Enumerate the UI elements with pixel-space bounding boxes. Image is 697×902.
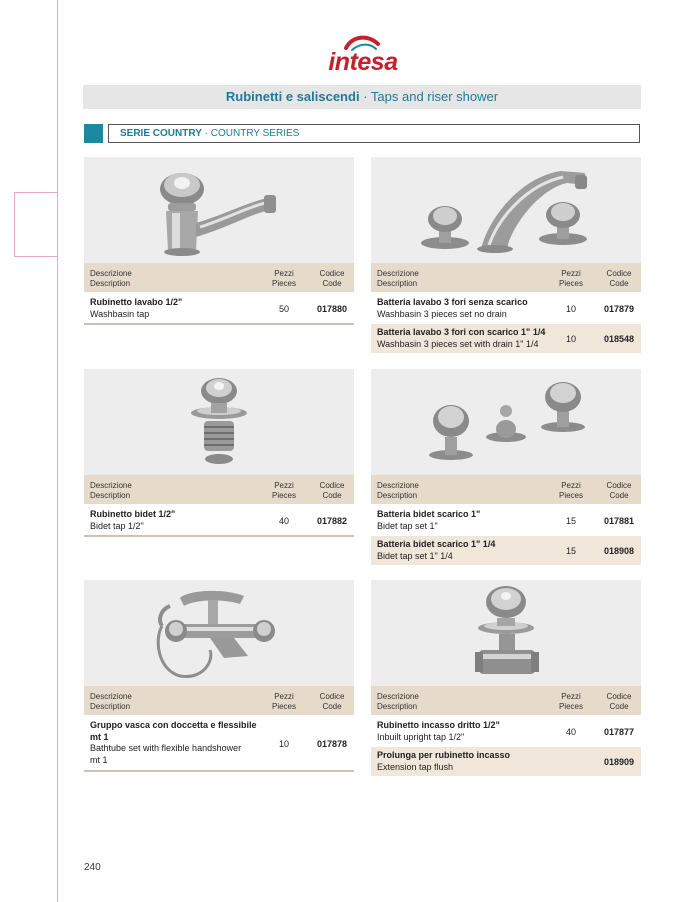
- header-pieces-it: Pezzi: [274, 692, 294, 701]
- product-pieces: 50: [278, 304, 289, 314]
- washbasin-tap-image: [84, 157, 354, 263]
- inbuilt-tap-image: [371, 580, 641, 686]
- table-header: [371, 475, 641, 504]
- product-name-it-cont: mt 1: [90, 731, 109, 742]
- table-row: [371, 507, 641, 535]
- header-code-it: Codice: [606, 269, 632, 278]
- product-name-en: Bidet tap set 1" 1/4: [377, 550, 453, 561]
- product-name-en: Washbasin 3 pieces set no drain: [377, 308, 507, 319]
- title-separator: ·: [363, 89, 368, 104]
- header-code-it: Codice: [319, 481, 345, 490]
- header-desc-en: Description: [377, 279, 418, 288]
- logo-text: intesa: [328, 48, 398, 76]
- row-divider: [84, 770, 354, 772]
- bidet-tap-set-image: [371, 369, 641, 475]
- header-code-en: Code: [609, 702, 629, 711]
- header-code-it: Codice: [319, 269, 345, 278]
- intesa-logo: [318, 34, 408, 82]
- product-name-en: Washbasin tap: [90, 308, 150, 319]
- product-name-it: Gruppo vasca con doccetta e flessibile: [90, 720, 257, 730]
- header-pieces-en: Pieces: [271, 279, 296, 288]
- header-code-it: Codice: [319, 692, 345, 701]
- header-code-en: Code: [609, 491, 629, 500]
- header-desc-en: Description: [90, 491, 131, 500]
- table-header: [84, 686, 354, 715]
- product-name-it: Batteria lavabo 3 fori con scarico 1" 1/4: [377, 327, 546, 337]
- header-pieces-en: Pieces: [558, 491, 583, 500]
- header-pieces-it: Pezzi: [561, 692, 581, 701]
- product-name-it: Batteria bidet scarico 1" 1/4: [377, 539, 496, 549]
- header-desc-en: Description: [377, 702, 418, 711]
- header-desc-it: Descrizione: [90, 481, 132, 490]
- page-title: [83, 85, 641, 109]
- product-pieces: 10: [565, 334, 576, 344]
- row-divider: [84, 535, 354, 537]
- header-pieces-it: Pezzi: [274, 269, 294, 278]
- table-row: [84, 507, 354, 535]
- product-name-it: Batteria lavabo 3 fori senza scarico: [377, 297, 528, 307]
- table-row: [371, 324, 641, 353]
- product-code: 017879: [603, 304, 635, 314]
- table-header: [84, 475, 354, 504]
- product-name-it: Rubinetto incasso dritto 1/2": [377, 720, 500, 730]
- header-pieces-en: Pieces: [558, 279, 583, 288]
- title-english: Taps and riser shower: [370, 89, 499, 104]
- product-name-it: Batteria bidet scarico 1": [377, 509, 481, 519]
- product-pieces: 15: [565, 546, 576, 556]
- product-code: 017881: [603, 516, 635, 526]
- product-name-en-cont: mt 1: [90, 754, 108, 765]
- header-pieces-it: Pezzi: [274, 481, 294, 490]
- product-name-it: Prolunga per rubinetto incasso: [377, 750, 511, 760]
- header-desc-it: Descrizione: [90, 692, 132, 701]
- product-name-it: Rubinetto lavabo 1/2": [90, 297, 183, 307]
- header-code-en: Code: [322, 279, 342, 288]
- header-desc-en: Description: [377, 491, 418, 500]
- header-code-en: Code: [609, 279, 629, 288]
- series-name-italian: SERIE COUNTRY: [120, 128, 202, 139]
- header-desc-en: Description: [90, 702, 131, 711]
- header-pieces-en: Pieces: [271, 702, 296, 711]
- header-pieces-en: Pieces: [271, 491, 296, 500]
- table-header: [371, 263, 641, 292]
- product-code: 018909: [603, 757, 635, 767]
- header-desc-it: Descrizione: [377, 269, 419, 278]
- product-pieces: 40: [278, 516, 289, 526]
- product-pieces: 40: [565, 727, 576, 737]
- table-row: [371, 295, 641, 323]
- bathtub-set-image: [84, 580, 354, 686]
- header-code-it: Codice: [606, 692, 632, 701]
- table-row: [84, 718, 354, 770]
- series-name-english: COUNTRY SERIES: [210, 128, 300, 139]
- header-code-it: Codice: [606, 481, 632, 490]
- header-pieces-en: Pieces: [558, 702, 583, 711]
- header-desc-it: Descrizione: [377, 481, 419, 490]
- series-heading: [108, 124, 640, 143]
- header-desc-it: Descrizione: [90, 269, 132, 278]
- product-code: 018548: [603, 334, 635, 344]
- title-italian: Rubinetti e saliscendi: [225, 89, 360, 104]
- table-header: [84, 263, 354, 292]
- header-code-en: Code: [322, 702, 342, 711]
- header-code-en: Code: [322, 491, 342, 500]
- product-name-en: Washbasin 3 pieces set with drain 1" 1/4: [377, 338, 539, 349]
- header-desc-it: Descrizione: [377, 692, 419, 701]
- margin-tab: [14, 192, 57, 257]
- header-pieces-it: Pezzi: [561, 481, 581, 490]
- product-name-en: Bidet tap set 1": [377, 520, 438, 531]
- product-pieces: 10: [278, 739, 289, 749]
- product-code: 018908: [603, 546, 635, 556]
- series-marker: [84, 124, 103, 143]
- series-separator: ·: [204, 128, 208, 139]
- row-divider: [84, 323, 354, 325]
- page-number: 240: [84, 862, 101, 873]
- header-desc-en: Description: [90, 279, 131, 288]
- product-code: 017878: [316, 739, 348, 749]
- table-row: [371, 747, 641, 776]
- product-pieces: 10: [565, 304, 576, 314]
- header-pieces-it: Pezzi: [561, 269, 581, 278]
- table-header: [371, 686, 641, 715]
- product-name-en: Inbuilt upright tap 1/2": [377, 731, 465, 742]
- table-row: [371, 718, 641, 746]
- product-name-en: Extension tap flush: [377, 761, 454, 772]
- table-row: [84, 295, 354, 323]
- table-row: [371, 536, 641, 565]
- washbasin-3-pieces-image: [371, 157, 641, 263]
- product-code: 017880: [316, 304, 348, 314]
- product-name-it: Rubinetto bidet 1/2": [90, 509, 176, 519]
- product-pieces: 15: [565, 516, 576, 526]
- product-code: 017882: [316, 516, 348, 526]
- bidet-tap-image: [84, 369, 354, 475]
- product-code: 017877: [603, 727, 635, 737]
- product-name-en: Bathtube set with flexible handshower: [90, 743, 242, 753]
- product-name-en: Bidet tap 1/2": [90, 520, 144, 531]
- margin-line: [57, 0, 58, 902]
